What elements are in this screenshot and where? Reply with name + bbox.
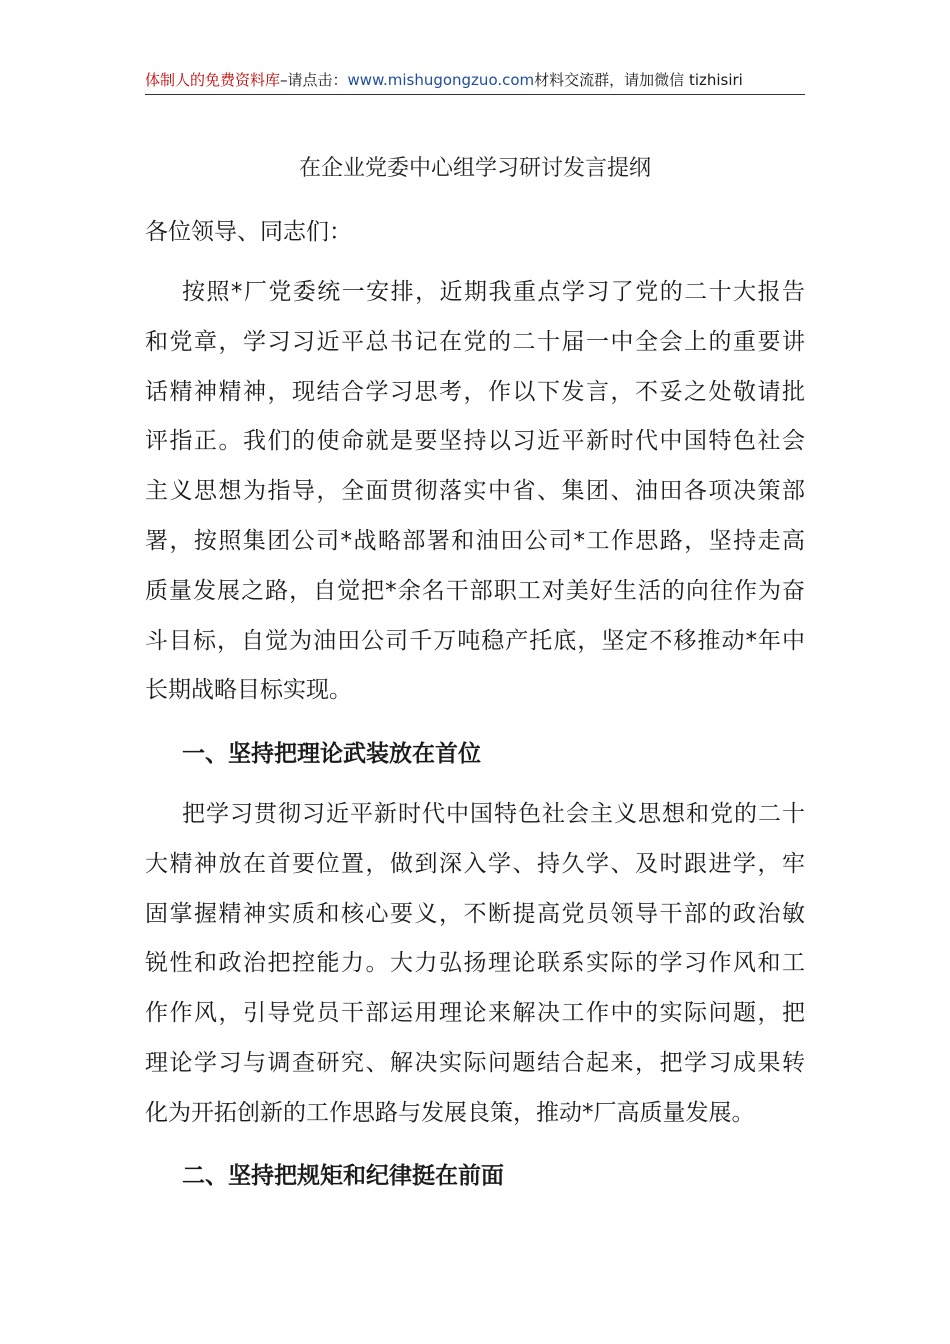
intro-line: 质量发展之路，自觉把*余名干部职工对美好生活的向往作为奋	[145, 577, 805, 604]
section-1-paragraph	[145, 790, 805, 1139]
section-1-line: 固掌握精神实质和核心要义，不断提高党员领导干部的政治敏	[145, 900, 805, 927]
section-1-line: 作作风，引导党员干部运用理论来解决工作中的实际问题，把	[145, 1000, 805, 1027]
section-1-line: 锐性和政治把控能力。大力弘扬理论联系实际的学习作风和工	[145, 950, 805, 977]
salutation: 各位领导、同志们：	[145, 219, 352, 245]
intro-line: 斗目标，自觉为油田公司千万吨稳产托底，坚定不移推动*年中	[145, 627, 805, 654]
section-2-heading: 二、坚持把规矩和纪律挺在前面	[182, 1163, 504, 1189]
intro-line: 和党章，学习习近平总书记在党的二十届一中全会上的重要讲	[145, 328, 805, 355]
intro-line: 长期战略目标实现。	[145, 677, 352, 704]
section-1-line: 化为开拓创新的工作思路与发展良策，推动*厂高质量发展。	[145, 1099, 755, 1126]
section-1-line: 把学习贯彻习近平新时代中国特色社会主义思想和党的二十	[182, 801, 805, 827]
intro-line: 评指正。我们的使命就是要坚持以习近平新时代中国特色社会	[145, 428, 805, 455]
intro-paragraph	[145, 268, 805, 716]
intro-line: 话精神精神，现结合学习思考，作以下发言，不妥之处敬请批	[145, 378, 805, 405]
header-link[interactable]: www.mishugongzuo.com	[347, 71, 535, 89]
page-header	[145, 66, 805, 95]
intro-line: 主义思想为指导，全面贯彻落实中省、集团、油田各项决策部	[145, 478, 805, 505]
header-separator: –请点击：	[280, 71, 348, 89]
header-tail: 材料交流群，请加微信 tizhisiri	[534, 71, 743, 89]
intro-line: 按照*厂党委统一安排，近期我重点学习了党的二十大报告	[182, 279, 805, 305]
section-1-heading: 一、坚持把理论武装放在首位	[182, 741, 481, 767]
document-title: 在企业党委中心组学习研讨发言提纲	[298, 156, 651, 181]
section-1-line: 理论学习与调查研究、解决实际问题结合起来，把学习成果转	[145, 1049, 805, 1076]
header-brand: 体制人的免费资料库	[145, 71, 281, 89]
intro-line: 署，按照集团公司*战略部署和油田公司*工作思路，坚持走高	[145, 527, 805, 554]
section-1-line: 大精神放在首要位置，做到深入学、持久学、及时跟进学，牢	[145, 850, 805, 877]
